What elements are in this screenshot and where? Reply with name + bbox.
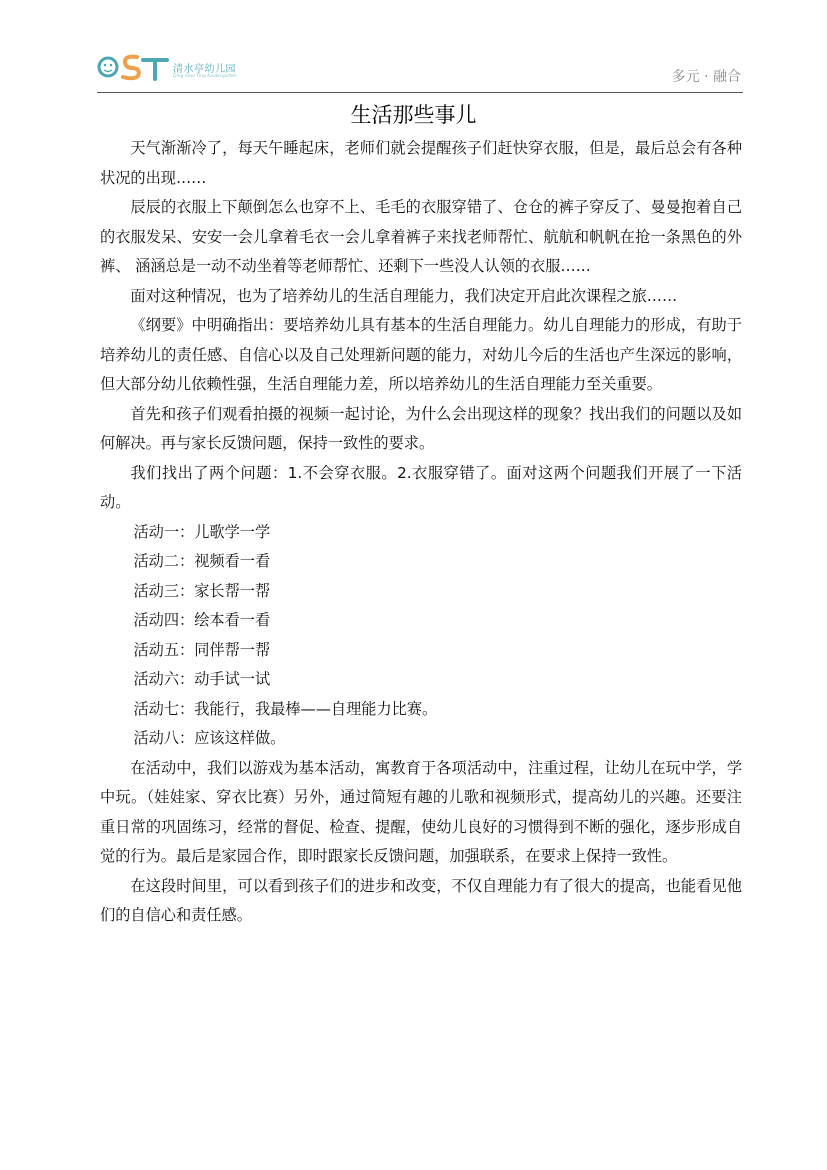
- paragraph: 面对这种情况，也为了培养幼儿的生活自理能力，我们决定开启此次课程之旅……: [130, 286, 678, 305]
- activity-item: 活动三：家长帮一帮: [133, 581, 271, 600]
- activity-item: 活动二：视频看一看: [133, 552, 271, 570]
- paragraph: 在这段时间里，可以看到孩子们的进步和改变，不仅自理能力有了很大的提高，也能看见他们的自信心和责任感。: [100, 876, 742, 924]
- logo-mark-icon: [97, 52, 171, 82]
- page-header: [97, 46, 743, 93]
- document-body: [100, 134, 742, 931]
- paragraph: 首先和孩子们观看拍摄的视频一起讨论，为什么会出现这样的现象？找出我们的问题以及如何解决。再与家长反馈问题，保持一致性的要求。: [100, 404, 742, 452]
- paragraph: 辰辰的衣服上下颠倒怎么也穿不上、毛毛的衣服穿错了、仓仓的裤子穿反了、曼曼抱着自己的衣服发呆、安安一会儿拿着毛衣一会儿拿着裤子来找老师帮忙、航航和帆帆在抢一条黑色的外裤、 涵涵总是一动不动坐着等老师帮忙、还剩下一些没人认领的衣服……: [100, 198, 742, 275]
- document-title: 生活那些事儿: [350, 103, 477, 127]
- activity-item: 活动八：应该这样做。: [133, 729, 286, 747]
- school-logo: [97, 46, 257, 86]
- paragraph: 《纲要》中明确指出：要培养幼儿具有基本的生活自理能力。幼儿自理能力的形成，有助于培养幼儿的责任感、自信心以及自己处理新问题的能力，对幼儿今后的生活也产生深远的影响，但大部分幼儿依赖性强，生活自理能力差，所以培养幼儿的生活自理能力至关重要。: [100, 316, 742, 393]
- activity-item: 活动七：我能行，我最棒——自理能力比赛。: [133, 699, 438, 718]
- paragraph: 在活动中，我们以游戏为基本活动，寓教育于各项活动中，注重过程，让幼儿在玩中学，学中玩。（娃娃家、穿衣比赛）另外，通过简短有趣的儿歌和视频形式，提高幼儿的兴趣。还要注重日常的巩固练习，经常的督促、检查、提醒，使幼儿良好的习惯得到不断的强化，逐步形成自觉的行为。最后是家园合作，即时跟家长反馈问题，加强联系，在要求上保持一致性。: [100, 758, 742, 865]
- activity-item: 活动五：同伴帮一帮: [133, 640, 271, 659]
- paragraph: 天气渐渐冷了，每天午睡起床，老师们就会提醒孩子们赶快穿衣服，但是，最后总会有各种状况的出现……: [100, 139, 742, 187]
- activity-item: 活动一：儿歌学一学: [133, 522, 271, 541]
- school-name: 清水亭幼儿园: [173, 64, 236, 75]
- header-motto: 多元 · 融合: [671, 69, 741, 85]
- activity-item: 活动六：动手试一试: [133, 670, 271, 688]
- paragraph: 我们找出了两个问题：1.不会穿衣服。2.衣服穿错了。面对这两个问题我们开展了一下活动。: [100, 463, 742, 511]
- school-name-en: Qing Shui Ting Kindergarten: [173, 74, 237, 79]
- activity-item: 活动四：绘本看一看: [133, 611, 271, 629]
